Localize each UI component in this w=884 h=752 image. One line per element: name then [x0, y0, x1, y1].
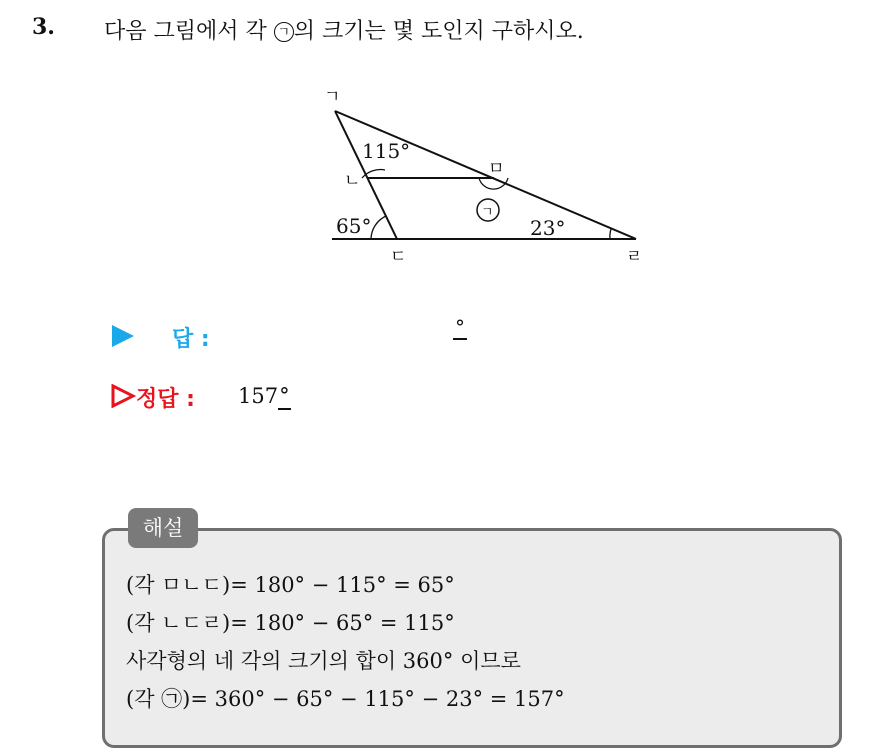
vertex-label-g: ㄱ [324, 87, 341, 107]
question-text-after: 의 크기는 몇 도인지 구하시오. [293, 19, 584, 44]
outline-play-icon [110, 384, 136, 408]
target-circle-label: ㄱ [481, 205, 494, 220]
answer-blank[interactable]: ° [455, 315, 465, 339]
solution-number: 157 [238, 384, 279, 408]
question-number: 3. [32, 14, 55, 40]
question-text-before: 다음 그림에서 각 [104, 19, 274, 44]
explanation-line-4: (각 ㉠)= 360° − 65° − 115° − 23° = 157° [126, 687, 565, 711]
vertex-label-d: ㄷ [390, 247, 407, 267]
triangle-figure [300, 80, 660, 270]
solution-label: 정답 : [136, 387, 195, 412]
angle-label-65: 65° [336, 214, 372, 238]
filled-play-icon [110, 324, 136, 348]
explanation-line-1: (각 ㅁㄴㄷ)= 180° − 115° = 65° [126, 573, 455, 597]
vertex-label-m: ㅁ [488, 159, 505, 179]
angle-label-23: 23° [530, 216, 566, 240]
explanation-title: 해설 [128, 508, 198, 548]
vertex-label-r: ㄹ [626, 247, 643, 267]
explanation-lines [126, 566, 565, 718]
circled-symbol: ㄱ [274, 22, 294, 42]
question-text [104, 14, 584, 45]
vertex-label-n: ㄴ [344, 171, 361, 191]
angle-label-115: 115° [362, 139, 411, 163]
answer-label: 답 : [172, 327, 210, 352]
arc-65 [371, 216, 386, 239]
solution-unit: ° [279, 384, 290, 408]
arc-23 [610, 229, 611, 239]
explanation-line-3: 사각형의 네 각의 크기의 합이 360° 이므로 [126, 649, 521, 673]
explanation-line-2: (각 ㄴㄷㄹ)= 180° − 65° = 115° [126, 611, 455, 635]
solution-value [238, 384, 291, 408]
